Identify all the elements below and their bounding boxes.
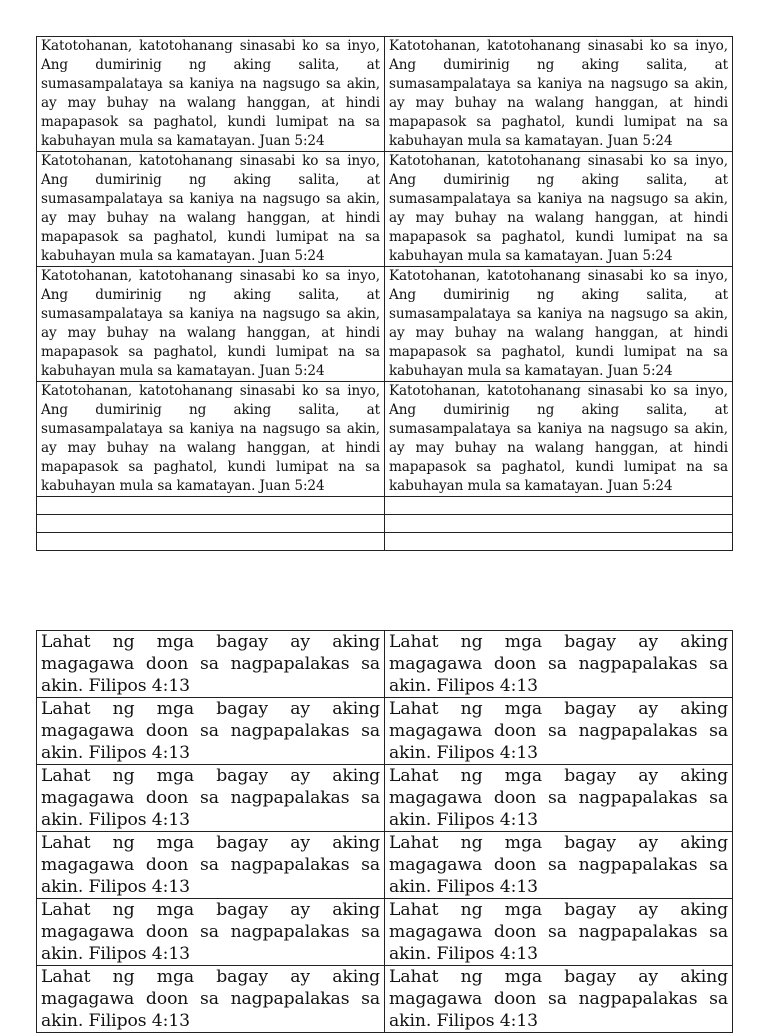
empty-cell bbox=[37, 515, 385, 533]
verse-card: Lahat ng mga bagay ay aking magagawa doon sa nagpapalakas sa akin. Filipos 4:13 bbox=[37, 899, 385, 966]
empty-cell bbox=[37, 497, 385, 515]
verse-card: Lahat ng mga bagay ay aking magagawa doon sa nagpapalakas sa akin. Filipos 4:13 bbox=[385, 966, 733, 1033]
verse-card: Lahat ng mga bagay ay aking magagawa doon sa nagpapalakas sa akin. Filipos 4:13 bbox=[385, 832, 733, 899]
table-row bbox=[37, 382, 733, 497]
verse-card: Katotohanan, katotohanang sinasabi ko sa inyo, Ang dumirinig ng aking salita, at sumasampalataya sa kaniya na nagsugo sa akin, ay may buhay na walang hanggan, at hindi mapapasok sa paghatol, kundi lumipat na sa kabuhayan mula sa kamatayan. Juan 5:24 bbox=[37, 152, 385, 267]
verse-card: Katotohanan, katotohanang sinasabi ko sa inyo, Ang dumirinig ng aking salita, at sumasampalataya sa kaniya na nagsugo sa akin, ay may buhay na walang hanggan, at hindi mapapasok sa paghatol, kundi lumipat na sa kabuhayan mula sa kamatayan. Juan 5:24 bbox=[385, 267, 733, 382]
table-row bbox=[37, 765, 733, 832]
empty-cell bbox=[385, 515, 733, 533]
empty-cell bbox=[385, 533, 733, 551]
empty-table-row bbox=[37, 497, 733, 515]
table-row bbox=[37, 267, 733, 382]
table-row bbox=[37, 832, 733, 899]
verse-card: Lahat ng mga bagay ay aking magagawa doon sa nagpapalakas sa akin. Filipos 4:13 bbox=[385, 698, 733, 765]
verse-card: Katotohanan, katotohanang sinasabi ko sa inyo, Ang dumirinig ng aking salita, at sumasampalataya sa kaniya na nagsugo sa akin, ay may buhay na walang hanggan, at hindi mapapasok sa paghatol, kundi lumipat na sa kabuhayan mula sa kamatayan. Juan 5:24 bbox=[37, 267, 385, 382]
verse-card: Lahat ng mga bagay ay aking magagawa doon sa nagpapalakas sa akin. Filipos 4:13 bbox=[37, 765, 385, 832]
table-row bbox=[37, 631, 733, 698]
empty-cell bbox=[385, 497, 733, 515]
verse-card: Lahat ng mga bagay ay aking magagawa doon sa nagpapalakas sa akin. Filipos 4:13 bbox=[385, 631, 733, 698]
verse-card: Lahat ng mga bagay ay aking magagawa doon sa nagpapalakas sa akin. Filipos 4:13 bbox=[385, 765, 733, 832]
table-row bbox=[37, 37, 733, 152]
verse-card: Lahat ng mga bagay ay aking magagawa doon sa nagpapalakas sa akin. Filipos 4:13 bbox=[37, 698, 385, 765]
table-row bbox=[37, 966, 733, 1033]
empty-table-row bbox=[37, 515, 733, 533]
verse-card-table-juan bbox=[36, 36, 733, 551]
empty-table-row bbox=[37, 533, 733, 551]
empty-cell bbox=[37, 533, 385, 551]
verse-card: Lahat ng mga bagay ay aking magagawa doon sa nagpapalakas sa akin. Filipos 4:13 bbox=[37, 832, 385, 899]
verse-card-table-filipos bbox=[36, 630, 733, 1033]
table-row bbox=[37, 899, 733, 966]
verse-card: Lahat ng mga bagay ay aking magagawa doon sa nagpapalakas sa akin. Filipos 4:13 bbox=[37, 631, 385, 698]
verse-card: Katotohanan, katotohanang sinasabi ko sa inyo, Ang dumirinig ng aking salita, at sumasampalataya sa kaniya na nagsugo sa akin, ay may buhay na walang hanggan, at hindi mapapasok sa paghatol, kundi lumipat na sa kabuhayan mula sa kamatayan. Juan 5:24 bbox=[385, 382, 733, 497]
verse-card: Lahat ng mga bagay ay aking magagawa doon sa nagpapalakas sa akin. Filipos 4:13 bbox=[37, 966, 385, 1033]
verse-card: Katotohanan, katotohanang sinasabi ko sa inyo, Ang dumirinig ng aking salita, at sumasampalataya sa kaniya na nagsugo sa akin, ay may buhay na walang hanggan, at hindi mapapasok sa paghatol, kundi lumipat na sa kabuhayan mula sa kamatayan. Juan 5:24 bbox=[37, 382, 385, 497]
table-row bbox=[37, 698, 733, 765]
verse-card: Katotohanan, katotohanang sinasabi ko sa inyo, Ang dumirinig ng aking salita, at sumasampalataya sa kaniya na nagsugo sa akin, ay may buhay na walang hanggan, at hindi mapapasok sa paghatol, kundi lumipat na sa kabuhayan mula sa kamatayan. Juan 5:24 bbox=[385, 37, 733, 152]
verse-card: Katotohanan, katotohanang sinasabi ko sa inyo, Ang dumirinig ng aking salita, at sumasampalataya sa kaniya na nagsugo sa akin, ay may buhay na walang hanggan, at hindi mapapasok sa paghatol, kundi lumipat na sa kabuhayan mula sa kamatayan. Juan 5:24 bbox=[385, 152, 733, 267]
table-row bbox=[37, 152, 733, 267]
verse-card: Katotohanan, katotohanang sinasabi ko sa inyo, Ang dumirinig ng aking salita, at sumasampalataya sa kaniya na nagsugo sa akin, ay may buhay na walang hanggan, at hindi mapapasok sa paghatol, kundi lumipat na sa kabuhayan mula sa kamatayan. Juan 5:24 bbox=[37, 37, 385, 152]
verse-card: Lahat ng mga bagay ay aking magagawa doon sa nagpapalakas sa akin. Filipos 4:13 bbox=[385, 899, 733, 966]
